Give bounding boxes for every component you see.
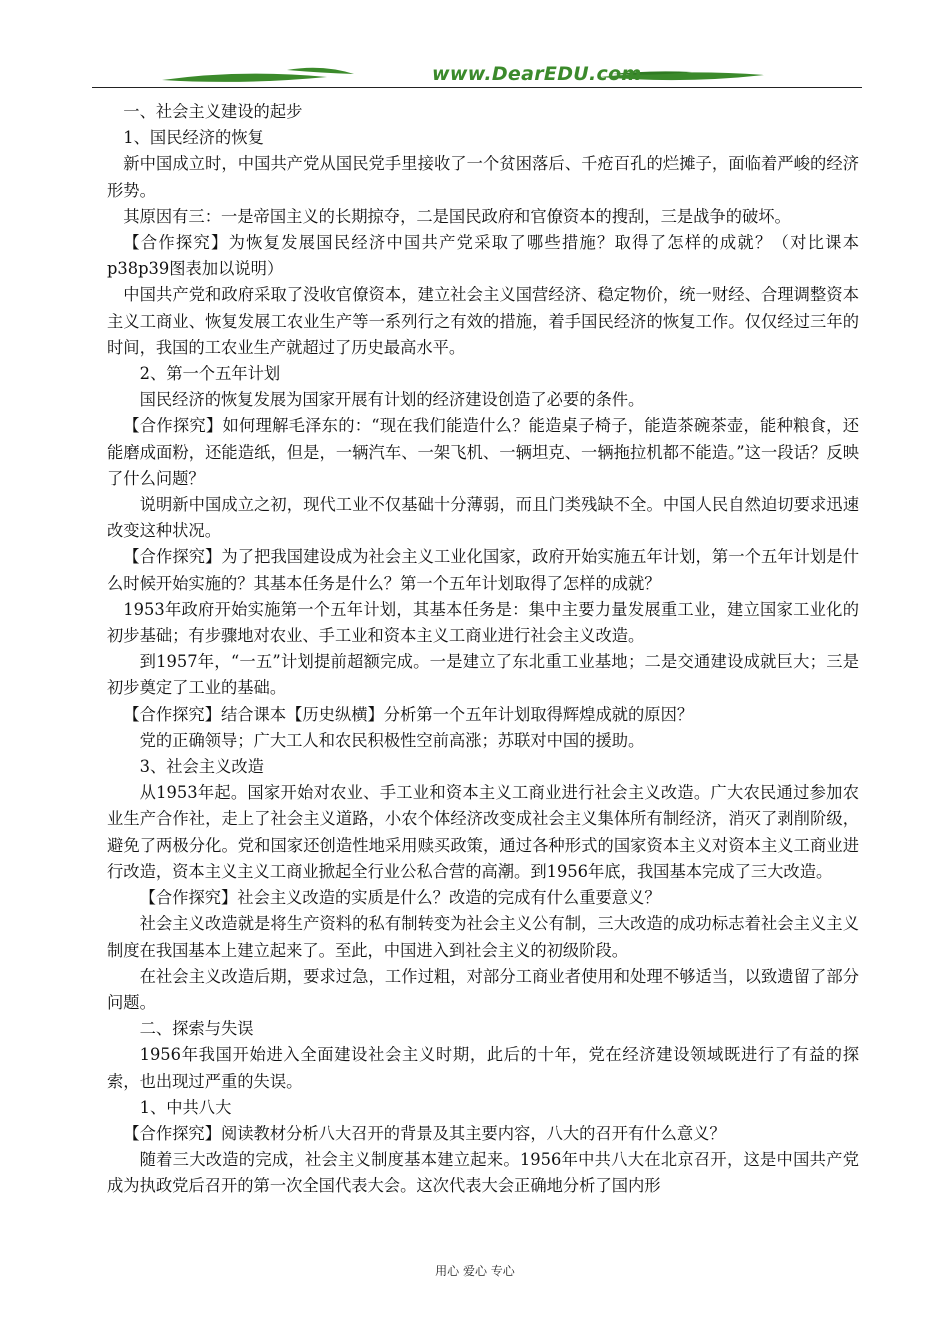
paragraph: 新中国成立时，中国共产党从国民党手里接收了一个贫困落后、千疮百孔的烂摊子，面临着严峻的经济形势。 (107, 154, 859, 200)
paragraph: 说明新中国成立之初，现代工业不仅基础十分薄弱，而且门类残缺不全。中国人民自然迫切要求迅速改变这种状况。 (107, 495, 859, 541)
left-swoosh (162, 74, 327, 82)
subsection-heading: 1、中共八大 (139, 1097, 232, 1117)
paragraph: 在社会主义改造后期，要求过急，工作过粗，对部分工商业者使用和处理不够适当，以致遗留了部分问题。 (107, 966, 859, 1012)
inquiry-question: 【合作探究】结合课本【历史纵横】分析第一个五年计划取得辉煌成就的原因？ (123, 704, 694, 724)
paragraph: 党的正确领导；广大工人和农民积极性空前高涨；苏联对中国的援助。 (139, 730, 645, 750)
inquiry-question: 【合作探究】阅读教材分析八大召开的背景及其主要内容，八大的召开有什么意义？ (123, 1123, 726, 1143)
section-heading: 一、社会主义建设的起步 (123, 102, 303, 121)
paragraph: 其原因有三：一是帝国主义的长期掠夺，二是国民政府和官僚资本的搜刮，三是战争的破坏。 (123, 206, 791, 226)
section-heading: 二、探索与失误 (139, 1019, 254, 1039)
subsection-heading: 3、社会主义改造 (139, 757, 264, 777)
page-footer: 用心 爱心 专心 (435, 1264, 515, 1278)
header-rule (92, 87, 862, 88)
document-body (107, 99, 859, 1200)
subsection-heading: 2、第一个五年计划 (139, 364, 281, 384)
paragraph: 国民经济的恢复发展为国家开展有计划的经济建设创造了必要的条件。 (139, 390, 645, 410)
site-logo-text[interactable]: www.DearEDU.com (432, 63, 642, 85)
page-header (92, 60, 862, 92)
inquiry-question: 【合作探究】为恢复发展国民经济中国共产党采取了哪些措施？取得了怎样的成就？（对比课本p38p39图表加以说明） (107, 233, 859, 279)
paragraph: 从1953年起。国家开始对农业、手工业和资本主义工商业进行社会主义改造。广大农民通过参加农业生产合作社，走上了社会主义道路，小农个体经济改变成社会主义集体所有制经济，消灭了剥削阶级，避免了两极分化。党和国家还创造性地采用赎买政策，通过各种形式的国家资本主义对资本主义工商业进行改造，资本主义主义工商业掀起全行业公私合营的高潮。到1956年底，我国基本完成了三大改造。 (107, 783, 859, 881)
paragraph: 1956年我国开始进入全面建设社会主义时期，此后的十年，党在经济建设领域既进行了有益的探索，也出现过严重的失误。 (107, 1045, 859, 1091)
paragraph: 到1957年，“一五”计划提前超额完成。一是建立了东北重工业基地；二是交通建设成就巨大；三是初步奠定了工业的基础。 (107, 652, 859, 698)
subsection-heading: 1、国民经济的恢复 (123, 128, 264, 148)
inquiry-question: 【合作探究】社会主义改造的实质是什么？改造的完成有什么重要意义？ (139, 888, 661, 908)
inquiry-question: 【合作探究】如何理解毛泽东的：“现在我们能造什么？能造桌子椅子，能造茶碗茶壶，能种粮食，还能磨成面粉，还能造纸，但是，一辆汽车、一架飞机、一辆坦克、一辆拖拉机都不能造。”这一段话？反映了什么问题？ (107, 416, 859, 488)
left-swoosh-accent (287, 68, 354, 74)
paragraph: 中国共产党和政府采取了没收官僚资本，建立社会主义国营经济、稳定物价，统一财经、合理调整资本主义工商业、恢复发展工农业生产等一系列行之有效的措施，着手国民经济的恢复工作。仅仅经过三年的时间，我国的工农业生产就超过了历史最高水平。 (107, 285, 859, 357)
inquiry-question: 【合作探究】为了把我国建设成为社会主义工业化国家，政府开始实施五年计划，第一个五年计划是什么时候开始实施的？其基本任务是什么？第一个五年计划取得了怎样的成就？ (107, 547, 859, 593)
paragraph: 社会主义改造就是将生产资料的私有制转变为社会主义公有制，三大改造的成功标志着社会主义主义制度在我国基本上建立起来了。至此，中国进入到社会主义的初级阶段。 (107, 914, 859, 960)
paragraph: 1953年政府开始实施第一个五年计划，其基本任务是：集中主要力量发展重工业，建立国家工业化的初步基础；有步骤地对农业、手工业和资本主义工商业进行社会主义改造。 (107, 599, 859, 646)
paragraph: 随着三大改造的完成，社会主义制度基本建立起来。1956年中共八大在北京召开，这是中国共产党成为执政党后召开的第一次全国代表大会。这次代表大会正确地分析了国内形 (107, 1150, 859, 1196)
